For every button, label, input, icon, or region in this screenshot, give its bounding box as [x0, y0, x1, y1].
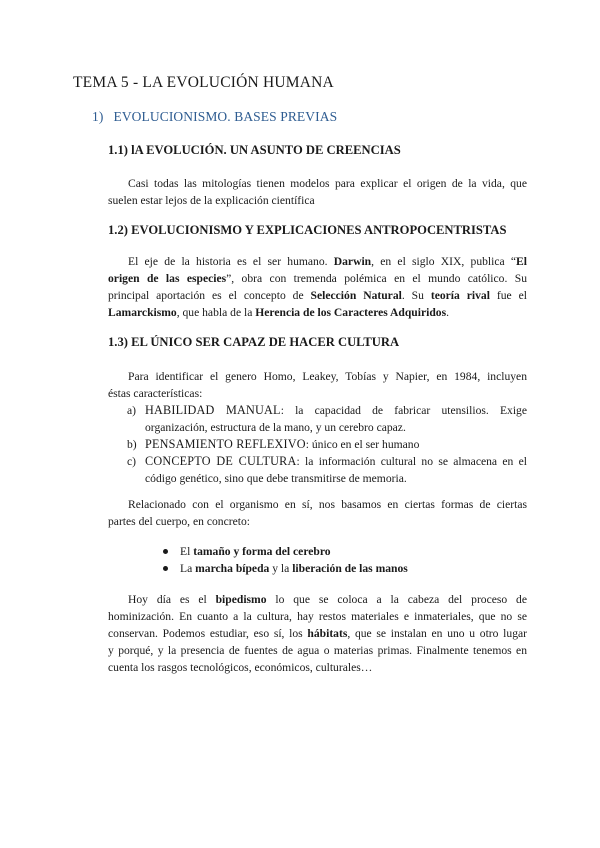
paragraph-bipedismo — [108, 591, 527, 676]
text-run: , que habla de la — [176, 306, 256, 319]
subheading-1-3: 1.3) EL ÚNICO SER CAPAZ DE HACER CULTURA — [108, 335, 400, 349]
text-run: lo que se coloca a la cabeza del proceso de — [266, 593, 527, 606]
list-line — [145, 436, 527, 453]
list-marker: a) — [127, 404, 137, 417]
bold-text: Herencia de los Caracteres Adquiridos — [255, 306, 447, 319]
paragraph-1-3-intro — [108, 368, 527, 402]
list-item — [108, 453, 527, 487]
caps-text: CONCEPTO DE CULTURA — [145, 454, 297, 468]
paragraph-line — [108, 304, 527, 321]
subheading-1-1: 1.1) lA EVOLUCIÓN. UN ASUNTO DE CREENCIAS — [108, 143, 401, 157]
section-heading — [92, 109, 337, 125]
bold-text: bipedismo — [215, 593, 267, 606]
text-run: conservan. Podemos estudiar, eso sí, los — [108, 627, 308, 640]
bold-text: hábitats — [307, 627, 348, 640]
text-run: : único en el ser humano — [305, 438, 420, 451]
paragraph-line: suelen estar lejos de la explicación científica — [108, 194, 315, 207]
paragraph-line: partes del cuerpo, en concreto: — [108, 515, 250, 528]
paragraph-1-2 — [108, 253, 527, 321]
text-run: ”, obra con tremenda polémica en el mundo católico. Su — [226, 272, 527, 285]
paragraph-line: hominización. En cuanto a la cultura, hay restos materiales e inmateriales, que no se — [108, 610, 527, 623]
text-run: . Su — [401, 289, 431, 302]
caps-text: HABILIDAD MANUAL — [145, 403, 281, 417]
paragraph-line — [108, 253, 527, 270]
list-item — [108, 436, 527, 453]
bold-text: marcha bípeda — [195, 562, 270, 575]
section-number: 1) — [92, 109, 104, 124]
text-run: : la capacidad de fabricar utensilios. Exige — [280, 404, 527, 417]
list-line: código genético, sino que debe transmitirse de memoria. — [145, 472, 407, 485]
paragraph-line: y porqué, y la presencia de fuentes de agua o materias primas. Finalmente tenemos en — [108, 644, 527, 657]
text-run: : la información cultural no se almacena en el — [296, 455, 527, 468]
paragraph-relacionado — [108, 496, 527, 530]
bold-text: Lamarckismo — [108, 306, 177, 319]
bold-text: origen de las especies — [108, 272, 227, 285]
text-run: , en el siglo XIX, publica “ — [371, 255, 517, 268]
bullet-list — [163, 543, 408, 577]
paragraph-line: éstas características: — [108, 387, 203, 400]
bullet-item — [163, 560, 408, 577]
paragraph-line — [108, 591, 527, 608]
list-item — [108, 402, 527, 436]
paragraph-line — [108, 270, 527, 287]
text-run: La — [180, 562, 196, 575]
paragraph-line: Casi todas las mitologías tienen modelos para explicar el origen de la vida, que — [128, 177, 527, 190]
list-marker: b) — [127, 438, 137, 451]
bold-text: El — [516, 255, 528, 268]
bold-text: teoría rival — [430, 289, 490, 302]
bold-text: tamaño y forma del cerebro — [193, 545, 331, 558]
paragraph-line — [108, 625, 527, 642]
paragraph-line — [108, 287, 527, 304]
bullet-item — [163, 543, 408, 560]
text-run: fue el — [489, 289, 527, 302]
paragraph-1-1 — [108, 175, 527, 209]
text-run: Hoy día es el — [128, 593, 216, 606]
caps-text: PENSAMIENTO REFLEXIVO — [145, 437, 306, 451]
text-run: El — [180, 545, 194, 558]
text-run: . — [446, 306, 450, 319]
paragraph-line: Relacionado con el organismo en sí, nos basamos en ciertas formas de ciertas — [128, 498, 527, 511]
text-run: principal aportación es el concepto de — [108, 289, 311, 302]
text-run: El eje de la historia es el ser humano. — [128, 255, 334, 268]
bold-text: liberación de las manos — [292, 562, 408, 575]
list-marker: c) — [127, 455, 137, 468]
list-line — [145, 453, 527, 470]
paragraph-line: Para identificar el genero Homo, Leakey, Tobías y Napier, en 1984, incluyen — [128, 370, 527, 383]
bullet-icon — [163, 566, 168, 571]
bold-text: Darwin — [333, 255, 372, 268]
text-run: , que se instalan en uno u otro lugar — [347, 627, 527, 640]
list-line — [145, 402, 527, 419]
subheading-1-2: 1.2) EVOLUCIONISMO Y EXPLICACIONES ANTROPOCENTRISTAS — [108, 223, 507, 237]
section-title: EVOLUCIONISMO. BASES PREVIAS — [113, 109, 338, 124]
bullet-icon — [163, 549, 168, 554]
list-line: organización, estructura de la mano, y un cerebro capaz. — [145, 421, 406, 434]
paragraph-line: cuenta los rasgos tecnológicos, económicos, culturales… — [108, 661, 373, 674]
text-run: y la — [269, 562, 293, 575]
characteristics-list — [108, 402, 527, 487]
bold-text: Selección Natural — [310, 289, 402, 302]
document-title: TEMA 5 - LA EVOLUCIÓN HUMANA — [73, 74, 334, 91]
